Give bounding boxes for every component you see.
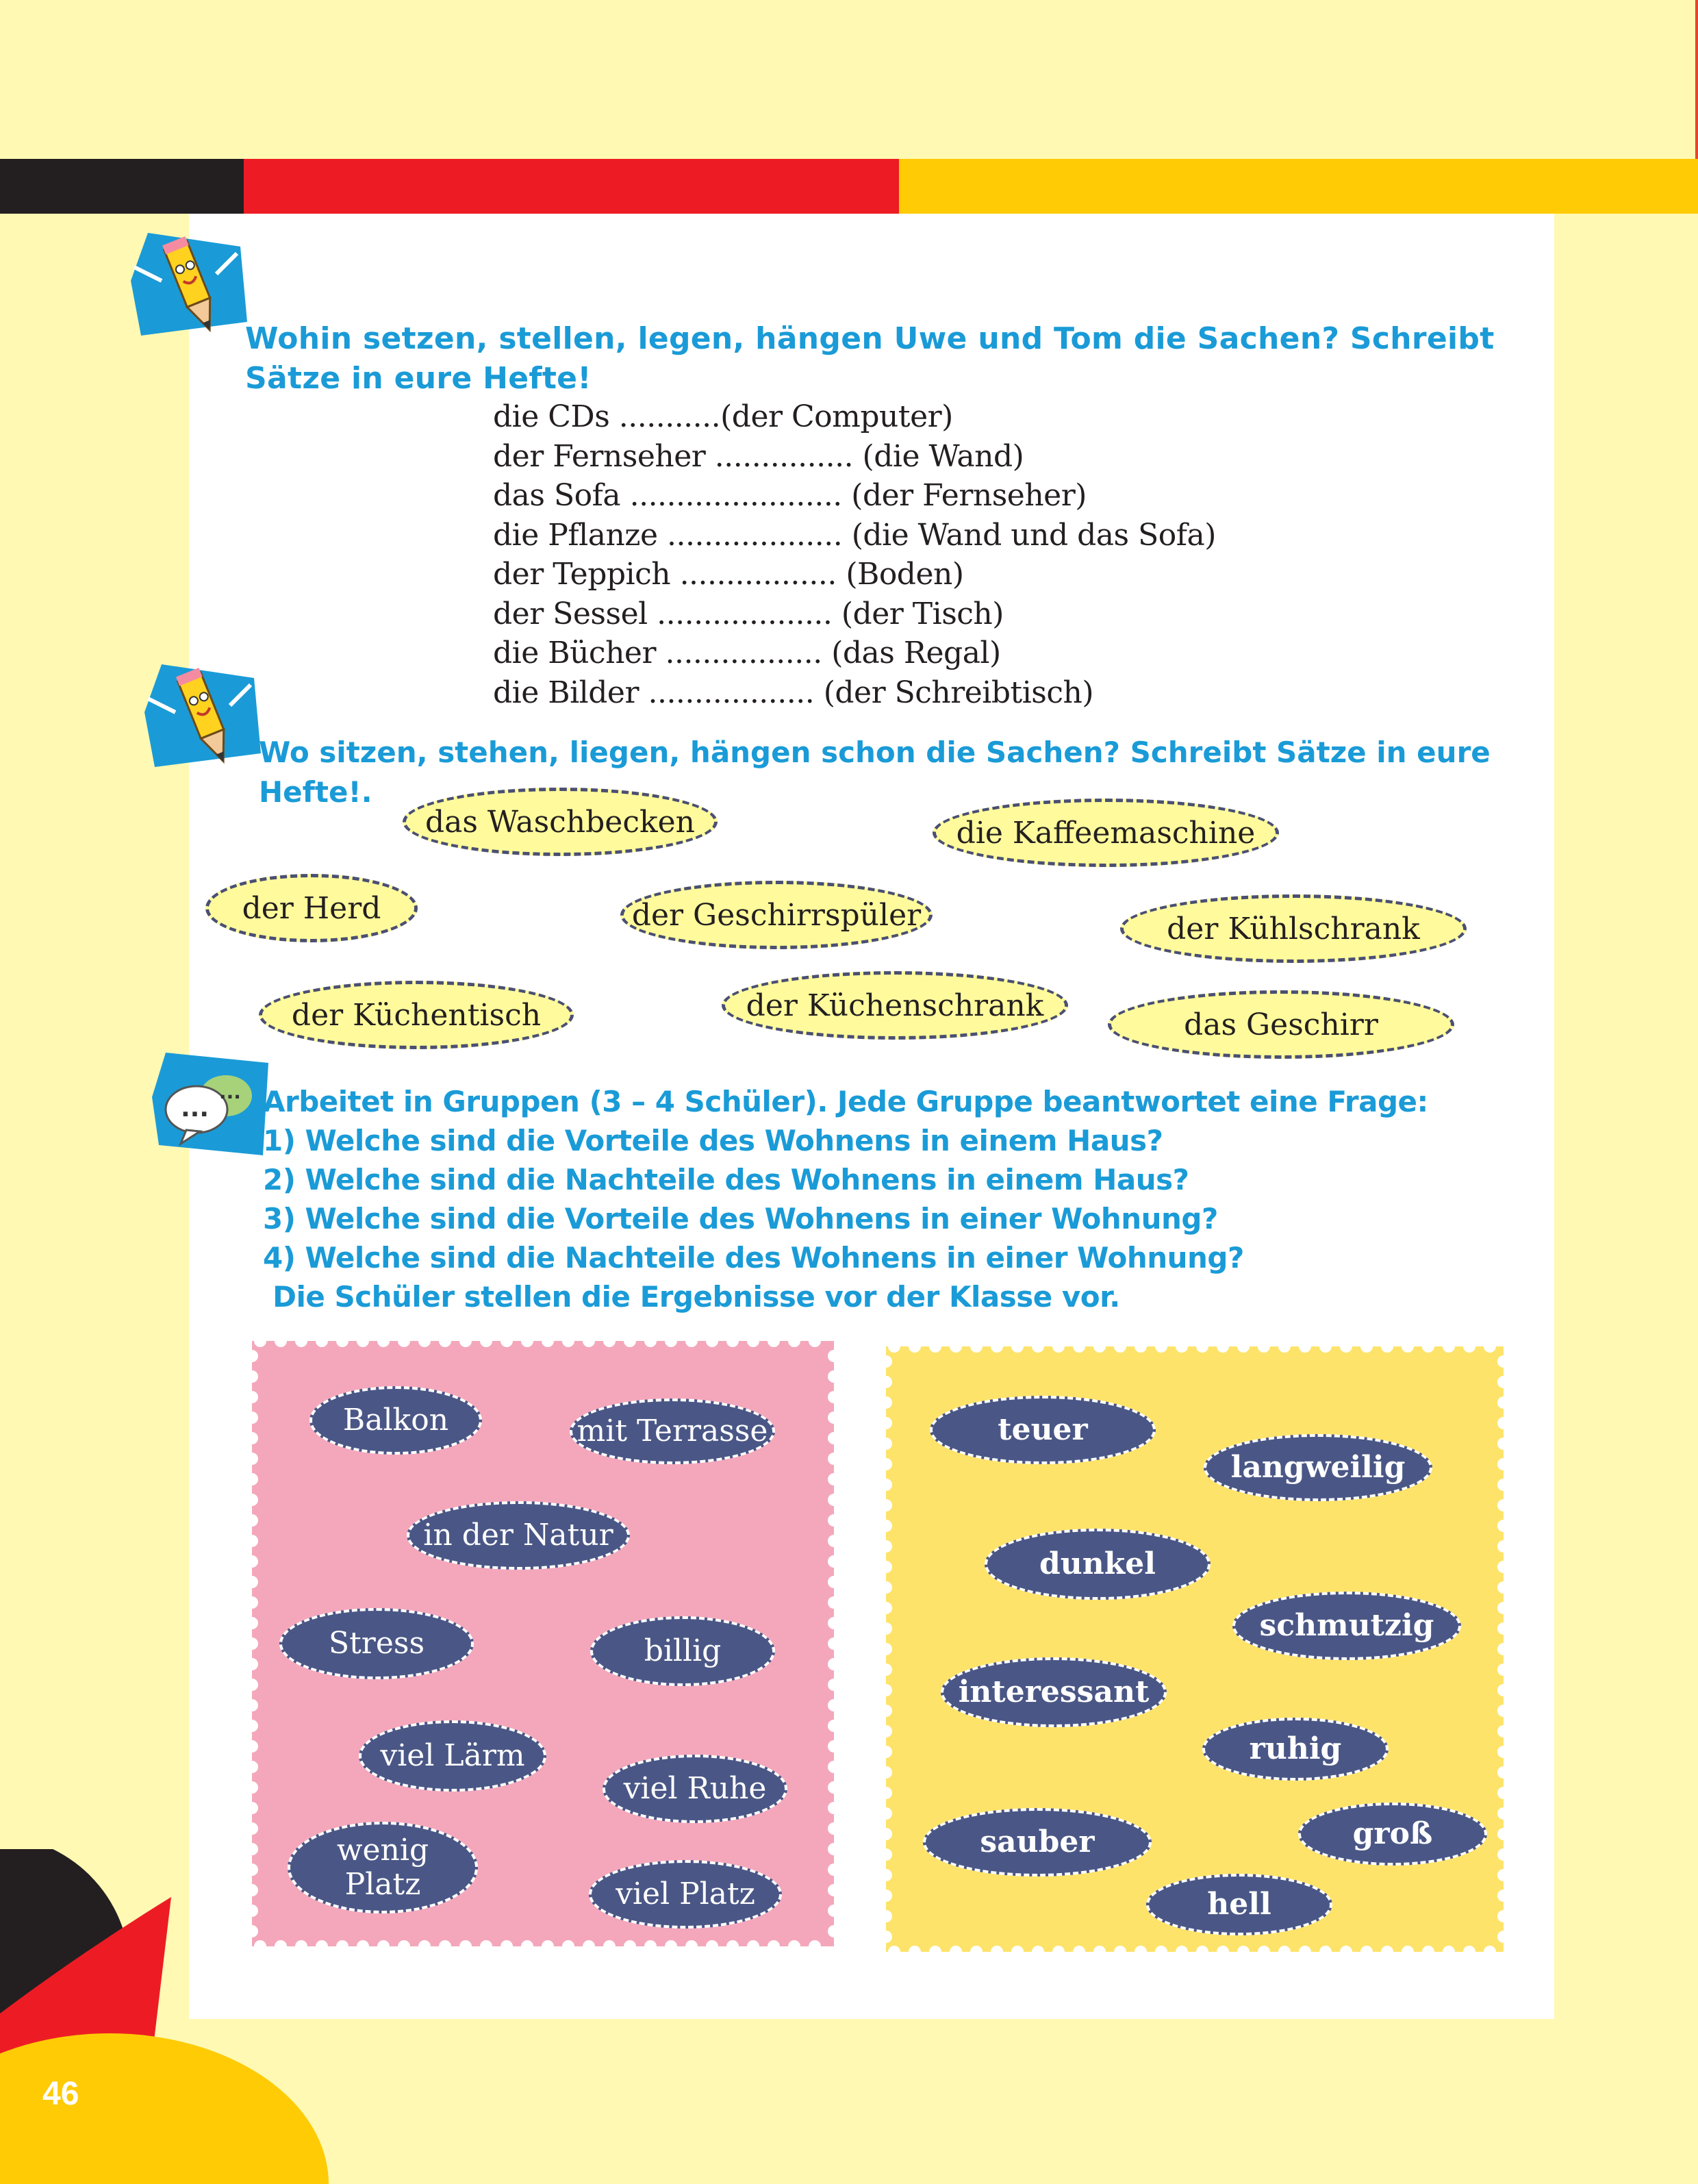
word-gross: groß xyxy=(1298,1803,1487,1866)
bubble-dots: ... xyxy=(181,1094,210,1122)
flag-band-black xyxy=(0,159,244,214)
list-item: der Sessel ................... (der Tisch) xyxy=(493,596,1004,631)
list-item: der Teppich ................. (Boden) xyxy=(493,557,964,592)
word-sauber: sauber xyxy=(923,1808,1152,1877)
word-mit-terrasse: mit Terrasse xyxy=(570,1398,775,1464)
flag-band-red xyxy=(244,159,899,214)
word-chip: die Kaffeemaschine xyxy=(933,799,1279,867)
word-dunkel: dunkel xyxy=(985,1529,1211,1600)
word-hell: hell xyxy=(1146,1874,1332,1935)
exercise2-instruction: Wo sitzen, stehen, liegen, hängen schon die Sachen? Schreibt Sätze in eure Hefte!. xyxy=(259,736,1491,809)
word-viel-platz: viel Platz xyxy=(589,1860,782,1929)
word-in-der-natur: in der Natur xyxy=(407,1501,630,1570)
exercise3-instructions xyxy=(263,1082,1428,1316)
word-chip: das Waschbecken xyxy=(403,788,718,856)
list-item: die Bücher ................. (das Regal) xyxy=(493,636,1001,670)
pencil-mascot-icon xyxy=(121,219,255,349)
word-chip: der Kühlschrank xyxy=(1120,894,1467,963)
list-item: die Bilder .................. (der Schreibtisch) xyxy=(493,675,1094,710)
list-item: die Pflanze ................... (die Wand und das Sofa) xyxy=(493,517,1216,553)
word-chip: der Küchenschrank xyxy=(722,971,1068,1040)
word-chip: das Geschirr xyxy=(1108,990,1454,1059)
word-viel-laerm: viel Lärm xyxy=(359,1720,546,1792)
svg-text:...: ... xyxy=(219,1081,241,1103)
group-question-4: 4) Welche sind die Nachteile des Wohnens in einer Wohnung? xyxy=(263,1241,1244,1275)
word-wenig-platz xyxy=(288,1822,478,1913)
group-question-1: 1) Welche sind die Vorteile des Wohnens in einem Haus? xyxy=(263,1124,1163,1157)
word-billig: billig xyxy=(590,1616,775,1686)
list-item: das Sofa ....................... (der Fernseher) xyxy=(493,478,1087,513)
speech-bubbles-icon xyxy=(145,1042,273,1164)
word-interessant: interessant xyxy=(941,1657,1167,1727)
flag-band-gold xyxy=(899,159,1698,214)
group-question-3: 3) Welche sind die Vorteile des Wohnens in einer Wohnung? xyxy=(263,1202,1218,1235)
group-instruction-line: Arbeitet in Gruppen (3 – 4 Schüler). Jede Gruppe beantwortet eine Frage: xyxy=(263,1085,1428,1118)
word-wenig: wenig xyxy=(336,1833,429,1868)
word-chip: der Geschirrspüler xyxy=(620,881,933,949)
page-number: 46 xyxy=(42,2076,79,2112)
group-instruction-closing: Die Schüler stellen die Ergebnisse vor der Klasse vor. xyxy=(263,1280,1120,1314)
exercise1-instruction: Wohin setzen, stellen, legen, hängen Uwe und Tom die Sachen? Schreibt Sätze in eure Hefte! xyxy=(245,321,1495,396)
page-edge-line xyxy=(1695,0,1698,159)
list-item: der Fernseher ............... (die Wand) xyxy=(493,438,1024,474)
word-chip: der Herd xyxy=(205,874,418,942)
word-chip: der Küchentisch xyxy=(259,981,574,1049)
word-ruhig: ruhig xyxy=(1202,1718,1389,1781)
group-question-2: 2) Welche sind die Nachteile des Wohnens in einem Haus? xyxy=(263,1163,1189,1196)
list-item: die CDs ...........(der Computer) xyxy=(493,399,953,434)
exercise1-list xyxy=(493,397,1216,712)
word-balkon: Balkon xyxy=(309,1386,482,1455)
word-schmutzig: schmutzig xyxy=(1232,1592,1461,1660)
pencil-mascot-icon xyxy=(134,651,268,781)
word-platz: Platz xyxy=(344,1867,421,1902)
word-langweilig: langweilig xyxy=(1204,1434,1432,1501)
word-teuer: teuer xyxy=(930,1396,1156,1464)
word-viel-ruhe: viel Ruhe xyxy=(603,1755,787,1823)
word-stress: Stress xyxy=(279,1608,474,1679)
